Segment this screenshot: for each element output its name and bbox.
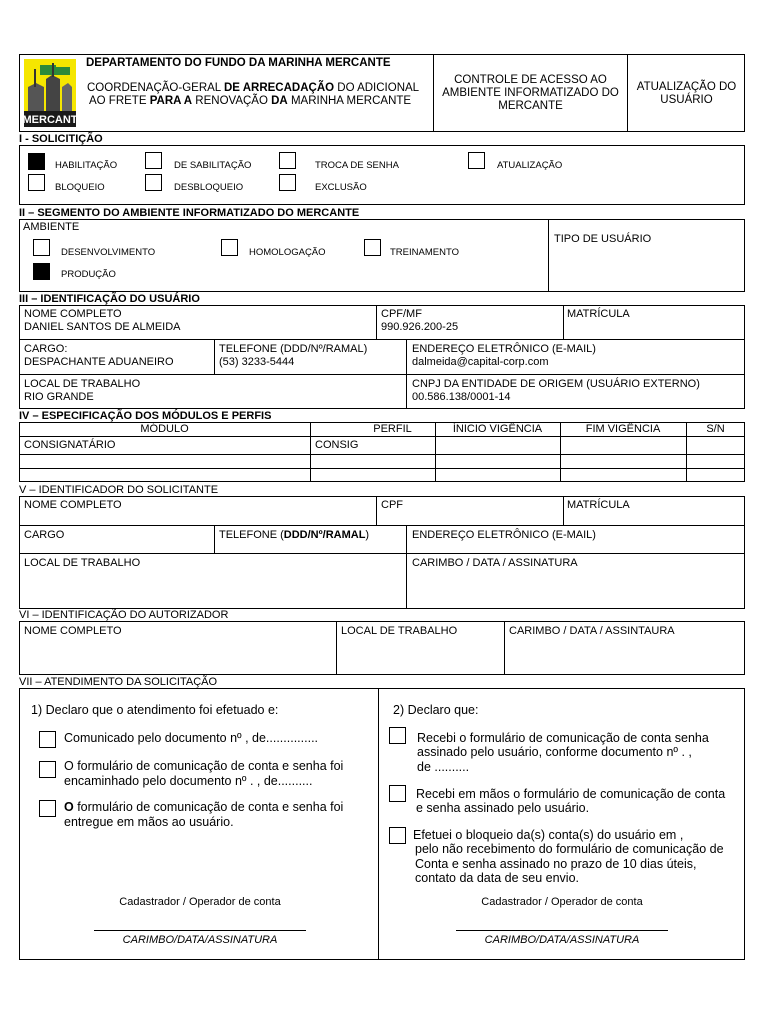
s5-col-email xyxy=(406,525,407,609)
s5-row-line-1 xyxy=(19,525,745,526)
s7-left-opt2-l1: O formulário de comunicação de conta e senha foi xyxy=(64,759,344,773)
s5-col-telefone xyxy=(214,525,215,553)
habilitacao-checkbox[interactable] xyxy=(28,153,45,170)
s7-right-opt3-l3: Conta e senha assinado no prazo de 10 dias úteis, xyxy=(415,857,697,871)
s7-left-opt2-l2: encaminhado pelo documento nº . , de.......... xyxy=(64,774,313,788)
s3-cnpj-label: CNPJ DA ENTIDADE DE ORIGEM (USUÁRIO EXTERNO) xyxy=(412,378,700,390)
coord-l1-b: DE ARRECADAÇÃO xyxy=(223,82,335,94)
s5-col-matricula xyxy=(563,496,564,525)
bloqueio-label: BLOQUEIO xyxy=(55,182,105,193)
coord-l2-c: RENOVAÇÃO xyxy=(192,95,272,107)
s6-local-label: LOCAL DE TRABALHO xyxy=(341,625,458,637)
homologacao-checkbox[interactable] xyxy=(221,239,238,256)
s6-carimbo-label: CARIMBO / DATA / ASSINTAURA xyxy=(509,625,675,637)
s7-right-opt2-checkbox[interactable] xyxy=(389,785,406,802)
section-4-title: IV – ESPECIFICAÇÃO DOS MÓDULOS E PERFIS xyxy=(19,410,272,422)
control-l1: CONTROLE DE ACESSO AO xyxy=(454,74,607,86)
s7-right-opt2-l1: Recebi em mãos o formulário de comunicação de conta xyxy=(416,787,726,801)
s3-cargo-value[interactable]: DESPACHANTE ADUANEIRO xyxy=(24,356,174,368)
s3-cpf-label: CPF/MF xyxy=(381,308,422,320)
coord-line-2 xyxy=(89,95,411,108)
s7-right-opt3-l2: pelo não recebimento do formulário de comunicação de xyxy=(415,842,724,856)
s7-left-signature-line xyxy=(94,930,306,931)
section-2-divider xyxy=(548,219,549,292)
s7-right-assinatura: CARIMBO/DATA/ASSINATURA xyxy=(484,934,640,946)
coord-l2-b: PARA A xyxy=(149,95,193,107)
bloqueio-checkbox[interactable] xyxy=(28,174,45,191)
s7-right-opt3-l1: Efetuei o bloqueio da(s) conta(s) do usuário em , xyxy=(413,828,684,842)
s3-email-label: ENDEREÇO ELETRÔNICO (E-MAIL) xyxy=(412,343,596,355)
s5-email-label: ENDEREÇO ELETRÔNICO (E-MAIL) xyxy=(412,529,596,541)
s7-left-opt3-l1 xyxy=(64,800,343,815)
s7-right-signature-line xyxy=(456,930,668,931)
s3-telefone-label: TELEFONE (DDD/Nº/RAMAL) xyxy=(219,343,368,355)
s7-right-heading: 2) Declaro que: xyxy=(393,703,479,717)
s4-col-modulo: MÓDULO xyxy=(140,423,189,435)
desabilitacao-label: DE SABILITAÇÃO xyxy=(174,160,252,171)
s6-nome-label: NOME COMPLETO xyxy=(24,625,122,637)
s4-col-perfil-label: PERFIL xyxy=(373,423,412,435)
s3-cpf-value[interactable]: 990.926.200-25 xyxy=(381,321,459,333)
s3-col-matricula xyxy=(563,305,564,339)
s5-nome-label: NOME COMPLETO xyxy=(24,499,122,511)
habilitacao-label: HABILITAÇÃO xyxy=(55,160,118,171)
treinamento-checkbox[interactable] xyxy=(364,239,381,256)
section-3-title: III – IDENTIFICAÇÃO DO USUÁRIO xyxy=(19,293,200,305)
control-l3: MERCANTE xyxy=(498,100,563,112)
s4-row-line-1 xyxy=(19,454,745,455)
s5-local-label: LOCAL DE TRABALHO xyxy=(24,557,141,569)
section-7-title: VII – ATENDIMENTO DA SOLICITAÇÃO xyxy=(19,676,218,688)
coord-line-1 xyxy=(87,82,419,95)
section-5-title: V – IDENTIFICADOR DO SOLICITANTE xyxy=(19,484,219,496)
coord-l2-a: AO FRETE xyxy=(89,95,150,107)
s4-col-sn-label: S/N xyxy=(706,423,725,435)
s3-cnpj-value[interactable]: 00.586.138/0001-14 xyxy=(412,391,511,403)
coord-l1-a: COORDENAÇÃO-GERAL xyxy=(87,82,224,94)
s5-row-line-2 xyxy=(19,553,745,554)
s7-left-cadastrador: Cadastrador / Operador de conta xyxy=(119,896,281,908)
homologacao-label: HOMOLOGAÇÃO xyxy=(249,247,326,258)
section-1-box xyxy=(19,145,745,205)
exclusao-label: EXCLUSÃO xyxy=(315,182,367,193)
s7-left-opt1-checkbox[interactable] xyxy=(39,731,56,748)
s7-left-opt3-rest: formulário de comunicação de conta e senha foi xyxy=(73,800,344,814)
atualizacao-label: ATUALIZAÇÃO xyxy=(497,160,563,171)
desbloqueio-checkbox[interactable] xyxy=(145,174,162,191)
treinamento-label: TREINAMENTO xyxy=(390,247,459,258)
s7-right-cadastrador: Cadastrador / Operador de conta xyxy=(481,896,643,908)
s7-left-opt3-bold: O xyxy=(64,800,74,814)
mercant-logo xyxy=(22,57,78,129)
s7-right-opt1-l3: de .......... xyxy=(417,760,470,774)
s3-nome-label: NOME COMPLETO xyxy=(24,308,122,320)
s4-row1-perfil[interactable]: CONSIG xyxy=(315,439,359,451)
s3-row-line-2 xyxy=(19,374,745,375)
exclusao-checkbox[interactable] xyxy=(279,174,296,191)
producao-checkbox[interactable] xyxy=(33,263,50,280)
s7-divider xyxy=(378,688,379,960)
s3-col-email xyxy=(406,339,407,409)
s3-local-value[interactable]: RIO GRANDE xyxy=(24,391,94,403)
s7-right-opt1-checkbox[interactable] xyxy=(389,727,406,744)
coord-l2-d: DA xyxy=(271,95,288,107)
coord-l1-c: DO ADICIONAL xyxy=(334,82,420,94)
s3-telefone-value[interactable]: (53) 3233-5444 xyxy=(219,356,295,368)
tipo-usuario-label: TIPO DE USUÁRIO xyxy=(554,233,652,245)
update-l2: USUÁRIO xyxy=(660,94,713,106)
s4-col-fim-label: FIM VIGÊNCIA xyxy=(585,423,661,435)
section-6-title: VI – IDENTIFICAÇÃO DO AUTORIZADOR xyxy=(19,609,229,621)
s3-matricula-label: MATRÍCULA xyxy=(567,308,630,320)
s5-col-cpf xyxy=(376,496,377,525)
s4-col-inicio-label: ÍNICIO VIGÊNCIA xyxy=(452,423,543,435)
s3-local-label: LOCAL DE TRABALHO xyxy=(24,378,141,390)
s7-left-assinatura: CARIMBO/DATA/ASSINATURA xyxy=(122,934,278,946)
s5-telefone-a: TELEFONE ( xyxy=(219,529,284,541)
s3-col-telefone xyxy=(214,339,215,374)
s5-cargo-label: CARGO xyxy=(24,529,65,541)
desabilitacao-checkbox[interactable] xyxy=(145,152,162,169)
s6-col-local xyxy=(336,621,337,675)
s7-left-opt3-l2: entregue em mãos ao usuário. xyxy=(64,815,234,829)
atualizacao-checkbox[interactable] xyxy=(468,152,485,169)
s7-right-opt3-checkbox[interactable] xyxy=(389,827,406,844)
s3-email-value[interactable]: dalmeida@capital-corp.com xyxy=(412,356,549,368)
s7-left-opt2-checkbox[interactable] xyxy=(39,761,56,778)
s4-header-line xyxy=(19,436,745,437)
s7-right-opt1-l2: assinado pelo usuário, conforme documento nº . , xyxy=(417,745,692,759)
s3-col-cpf xyxy=(376,305,377,339)
section-1-title: I - SOLICITIÇÃO xyxy=(19,133,103,145)
s6-col-carimbo xyxy=(504,621,505,675)
s7-left-opt3-checkbox[interactable] xyxy=(39,800,56,817)
s5-cpf-label: CPF xyxy=(381,499,403,511)
s5-telefone-label xyxy=(219,529,369,542)
s3-nome-value[interactable]: DANIEL SANTOS DE ALMEIDA xyxy=(24,321,181,333)
coord-l2-e: MARINHA MERCANTE xyxy=(287,95,412,107)
s4-row1-modulo[interactable]: CONSIGNATÁRIO xyxy=(24,439,116,451)
s7-right-opt3-l4: contato da data de seu envio. xyxy=(415,871,580,885)
section-2-title: II – SEGMENTO DO AMBIENTE INFORMATIZADO DO MERCANTE xyxy=(19,207,360,219)
s3-cargo-label: CARGO: xyxy=(24,343,68,355)
ambiente-label: AMBIENTE xyxy=(23,221,80,233)
s7-left-heading: 1) Declaro que o atendimento foi efetuado e: xyxy=(31,703,279,717)
desbloqueio-label: DESBLOQUEIO xyxy=(174,182,244,193)
s7-right-opt2-l2: e senha assinado pelo usuário. xyxy=(416,801,590,815)
s7-left-opt1: Comunicado pelo documento nº , de............... xyxy=(64,731,319,745)
s7-right-opt1-l1: Recebi o formulário de comunicação de conta senha xyxy=(417,731,709,745)
control-l2: AMBIENTE INFORMATIZADO DO xyxy=(442,87,619,99)
desenvolvimento-checkbox[interactable] xyxy=(33,239,50,256)
s5-matricula-label: MATRÍCULA xyxy=(567,499,630,511)
update-l1: ATUALIZAÇÃO DO xyxy=(636,81,737,93)
troca-senha-label: TROCA DE SENHA xyxy=(315,160,399,171)
desenvolvimento-label: DESENVOLVIMENTO xyxy=(61,247,156,258)
troca-senha-checkbox[interactable] xyxy=(279,152,296,169)
s5-carimbo-label: CARIMBO / DATA / ASSINATURA xyxy=(412,557,578,569)
s5-telefone-b: DDD/Nº/RAMAL xyxy=(283,529,366,541)
s3-row-line-1 xyxy=(19,339,745,340)
s5-telefone-c: ) xyxy=(365,529,370,541)
logo-text: MERCANT xyxy=(22,114,78,126)
s4-row-line-2 xyxy=(19,468,745,469)
producao-label: PRODUÇÃO xyxy=(61,269,116,280)
dept-title: DEPARTAMENTO DO FUNDO DA MARINHA MERCANTE xyxy=(86,57,391,69)
